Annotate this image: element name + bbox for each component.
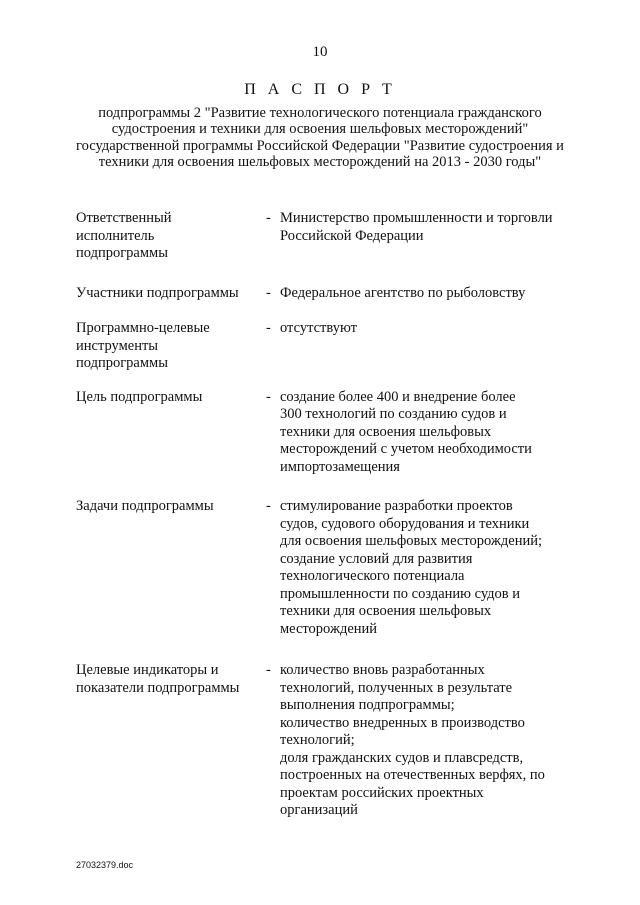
row-value: количество вновь разработанных технологий, полученных в результате выполнения подпрограммы; количество внедренных в производство технологий; доля гражданских судов и плавсредств, построенных на отечественных верфях, по проектам российских проектных организаций (280, 662, 545, 818)
passport-table (76, 210, 576, 820)
document-title: П А С П О Р Т (244, 81, 396, 98)
row-value: отсутствуют (280, 320, 357, 336)
passport-row-responsible (76, 210, 576, 263)
row-dash: - (266, 498, 271, 514)
row-value: Министерство промышленности и торговли Российской Федерации (280, 210, 553, 244)
passport-row-tasks (76, 498, 576, 638)
row-dash: - (266, 388, 271, 405)
row-value: Федеральное агентство по рыболовству (280, 284, 526, 301)
row-dash: - (266, 320, 271, 336)
row-dash: - (266, 210, 271, 226)
row-label: Программно-целевые инструменты подпрограммы (76, 320, 210, 371)
passport-row-indicators (76, 662, 576, 820)
row-value: стимулирование разработки проектов судов, судового оборудования и техники для освоения шельфовых месторождений; создание условий для развития технологического потенциала промышленности по созданию судов и техники для освоения шельфовых месторождений (280, 498, 543, 637)
document-subtitle: подпрограммы 2 "Развитие технологического потенциала гражданского судостроения и техники для освоения шельфовых месторождений" государственной программы Российской Федерации "Развитие судостроения и техники для освоения шельфовых месторождений на 2013 - 2030 годы" (76, 105, 564, 170)
page-number: 10 (312, 44, 328, 60)
row-label: Ответственный исполнитель подпрограммы (76, 210, 172, 261)
footer-filename: 27032379.doc (76, 860, 134, 870)
row-dash: - (266, 662, 271, 678)
row-label: Задачи подпрограммы (76, 498, 214, 514)
row-label: Цель подпрограммы (76, 388, 203, 405)
passport-row-participants (76, 285, 576, 303)
row-dash: - (266, 284, 271, 301)
passport-row-goal (76, 389, 576, 477)
row-label: Целевые индикаторы и показатели подпрограммы (76, 662, 240, 696)
row-label: Участники подпрограммы (76, 284, 239, 301)
row-value: создание более 400 и внедрение более 300 технологий по созданию судов и техники для освоения шельфовых месторождений с учетом необходимости импортозамещения (280, 388, 532, 475)
passport-row-instruments (76, 320, 576, 373)
